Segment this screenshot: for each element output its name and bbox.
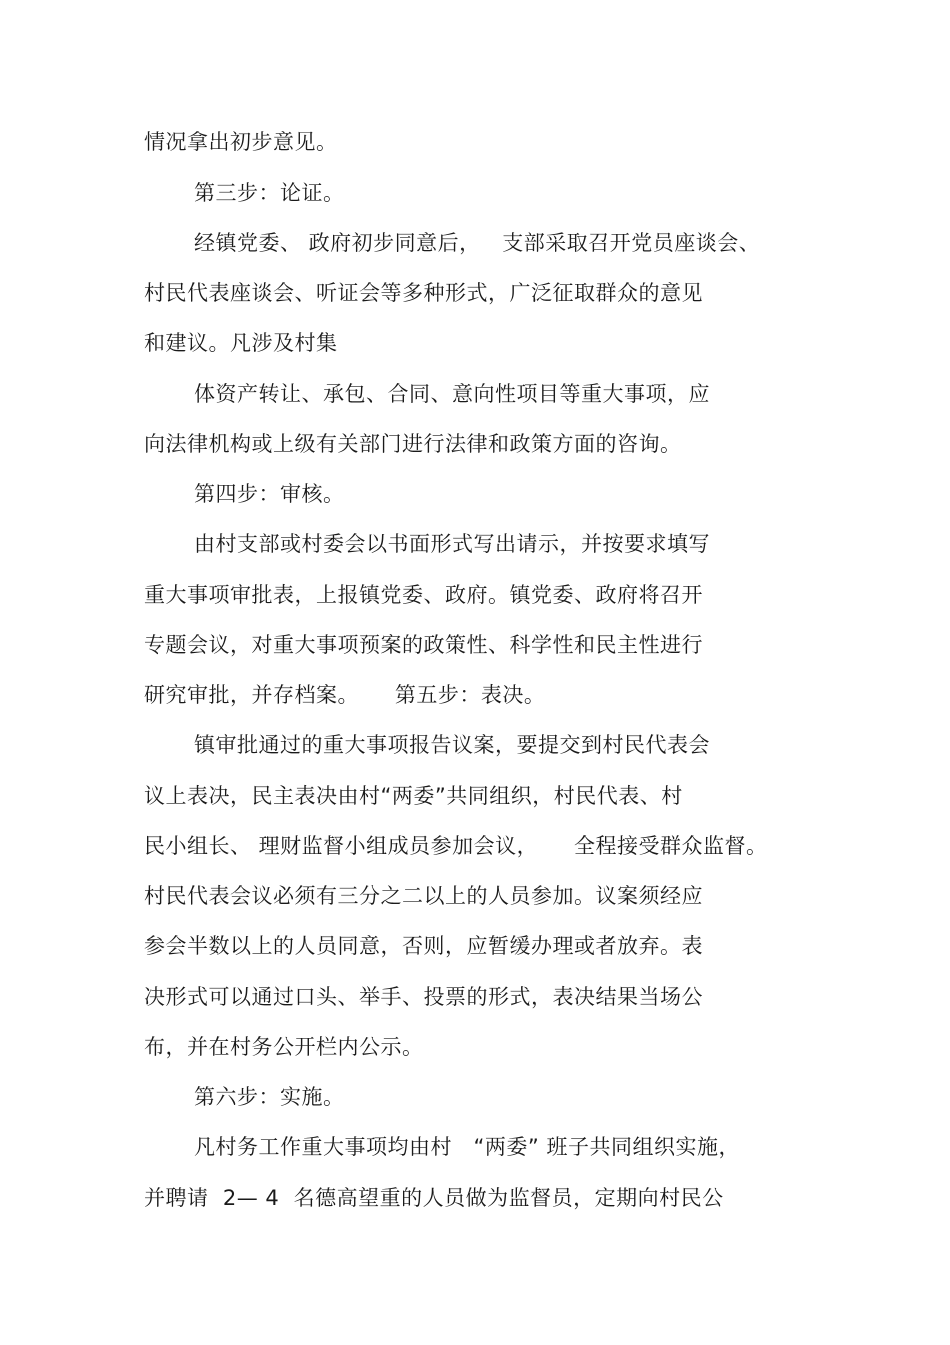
paragraph-line: 并聘请 2— 4 名德高望重的人员做为监督员，定期向村民公: [144, 1186, 724, 1210]
paragraph-line: 研究审批，并存档案。 第五步：表决。: [144, 683, 546, 707]
paragraph-line: 体资产转让、承包、合同、意向性项目等重大事项，应: [194, 382, 710, 406]
paragraph-line: 民小组长、 理财监督小组成员参加会议， 全程接受群众监督。: [144, 834, 768, 858]
step-heading: 第六步：实施。: [194, 1085, 345, 1109]
paragraph-line: 议上表决，民主表决由村“两委”共同组织，村民代表、村: [144, 784, 683, 808]
paragraph-line: 村民代表座谈会、听证会等多种形式，广泛征取群众的意见: [144, 281, 703, 305]
paragraph-line: 布，并在村务公开栏内公示。: [144, 1035, 424, 1059]
paragraph-line: 情况拿出初步意见。: [144, 130, 338, 154]
paragraph-line: 重大事项审批表，上报镇党委、政府。镇党委、政府将召开: [144, 583, 703, 607]
paragraph-line: 决形式可以通过口头、举手、投票的形式，表决结果当场公: [144, 985, 703, 1009]
paragraph-line: 专题会议，对重大事项预案的政策性、科学性和民主性进行: [144, 633, 703, 657]
paragraph-line: 向法律机构或上级有关部门进行法律和政策方面的咨询。: [144, 432, 682, 456]
step-heading: 第四步：审核。: [194, 482, 345, 506]
paragraph-line: 和建议。凡涉及村集: [144, 331, 338, 355]
paragraph-line: 经镇党委、 政府初步同意后， 支部采取召开党员座谈会、: [194, 231, 761, 255]
paragraph-line: 由村支部或村委会以书面形式写出请示，并按要求填写: [194, 532, 710, 556]
step-heading: 第三步：论证。: [194, 181, 345, 205]
paragraph-line: 凡村务工作重大事项均由村 “两委” 班子共同组织实施，: [194, 1135, 740, 1159]
paragraph-line: 村民代表会议必须有三分之二以上的人员参加。议案须经应: [144, 884, 703, 908]
paragraph-line: 镇审批通过的重大事项报告议案，要提交到村民代表会: [194, 733, 710, 757]
paragraph-line: 参会半数以上的人员同意，否则，应暂缓办理或者放弃。表: [144, 934, 703, 958]
